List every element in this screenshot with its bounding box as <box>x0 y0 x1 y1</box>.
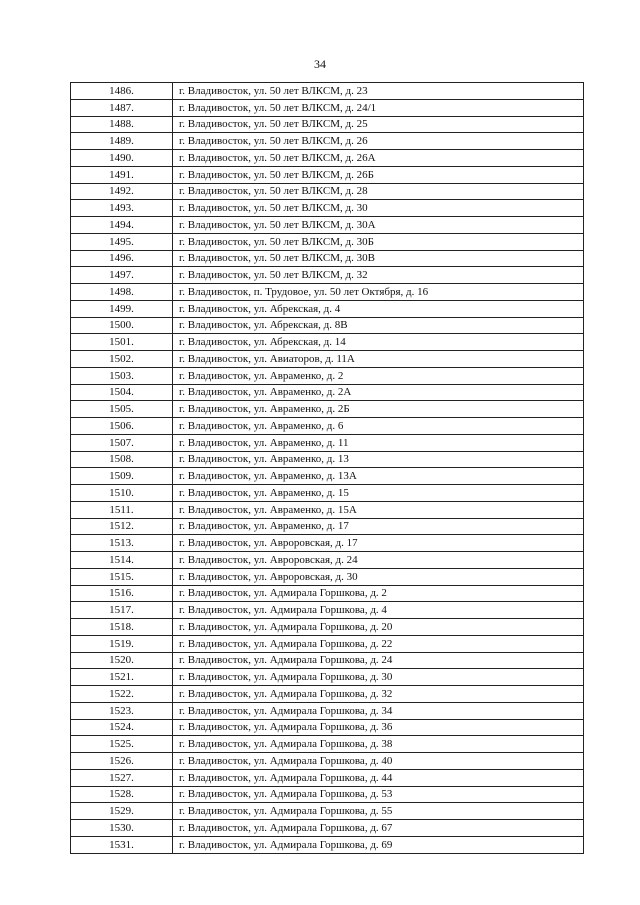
row-number: 1517. <box>71 602 173 619</box>
row-number: 1527. <box>71 769 173 786</box>
address-cell: г. Владивосток, ул. Адмирала Горшкова, д. 55 <box>173 803 584 820</box>
address-cell: г. Владивосток, ул. Авроровская, д. 17 <box>173 535 584 552</box>
row-number: 1488. <box>71 116 173 133</box>
row-number: 1523. <box>71 702 173 719</box>
address-cell: г. Владивосток, ул. 50 лет ВЛКСМ, д. 30 <box>173 200 584 217</box>
table-row <box>71 468 584 485</box>
row-number: 1513. <box>71 535 173 552</box>
table-row <box>71 99 584 116</box>
address-cell: г. Владивосток, ул. 50 лет ВЛКСМ, д. 25 <box>173 116 584 133</box>
table-row <box>71 83 584 100</box>
row-number: 1491. <box>71 166 173 183</box>
row-number: 1496. <box>71 250 173 267</box>
table-row <box>71 418 584 435</box>
address-cell: г. Владивосток, ул. Авиаторов, д. 11А <box>173 351 584 368</box>
address-cell: г. Владивосток, ул. Адмирала Горшкова, д. 40 <box>173 753 584 770</box>
table-row <box>71 669 584 686</box>
address-cell: г. Владивосток, ул. 50 лет ВЛКСМ, д. 30Б <box>173 233 584 250</box>
address-cell: г. Владивосток, ул. Абрекская, д. 14 <box>173 334 584 351</box>
row-number: 1512. <box>71 518 173 535</box>
table-row <box>71 719 584 736</box>
page-number: 34 <box>314 57 326 71</box>
address-cell: г. Владивосток, ул. 50 лет ВЛКСМ, д. 30В <box>173 250 584 267</box>
row-number: 1493. <box>71 200 173 217</box>
address-cell: г. Владивосток, ул. Авраменко, д. 2Б <box>173 401 584 418</box>
address-cell: г. Владивосток, ул. Адмирала Горшкова, д. 69 <box>173 836 584 853</box>
table-row <box>71 217 584 234</box>
table-row <box>71 317 584 334</box>
table-row <box>71 250 584 267</box>
address-cell: г. Владивосток, ул. 50 лет ВЛКСМ, д. 24/1 <box>173 99 584 116</box>
address-cell: г. Владивосток, ул. 50 лет ВЛКСМ, д. 26А <box>173 150 584 167</box>
address-cell: г. Владивосток, ул. Адмирала Горшкова, д. 20 <box>173 619 584 636</box>
row-number: 1510. <box>71 485 173 502</box>
table-row <box>71 150 584 167</box>
table-row <box>71 552 584 569</box>
table-row <box>71 367 584 384</box>
table-row <box>71 133 584 150</box>
address-cell: г. Владивосток, ул. 50 лет ВЛКСМ, д. 26Б <box>173 166 584 183</box>
row-number: 1489. <box>71 133 173 150</box>
table-row <box>71 200 584 217</box>
table-row <box>71 233 584 250</box>
address-cell: г. Владивосток, ул. 50 лет ВЛКСМ, д. 30А <box>173 217 584 234</box>
address-cell: г. Владивосток, ул. Авраменко, д. 13 <box>173 451 584 468</box>
address-cell: г. Владивосток, ул. Адмирала Горшкова, д. 4 <box>173 602 584 619</box>
row-number: 1526. <box>71 753 173 770</box>
address-cell: г. Владивосток, ул. Адмирала Горшкова, д. 32 <box>173 686 584 703</box>
row-number: 1497. <box>71 267 173 284</box>
row-number: 1504. <box>71 384 173 401</box>
table-row <box>71 284 584 301</box>
address-cell: г. Владивосток, ул. Адмирала Горшкова, д. 53 <box>173 786 584 803</box>
row-number: 1499. <box>71 300 173 317</box>
row-number: 1529. <box>71 803 173 820</box>
row-number: 1519. <box>71 635 173 652</box>
row-number: 1518. <box>71 619 173 636</box>
address-cell: г. Владивосток, ул. Адмирала Горшкова, д. 44 <box>173 769 584 786</box>
row-number: 1520. <box>71 652 173 669</box>
table-row <box>71 401 584 418</box>
table-row <box>71 434 584 451</box>
address-table <box>70 82 584 854</box>
table-row <box>71 116 584 133</box>
address-cell: г. Владивосток, ул. Адмирала Горшкова, д. 38 <box>173 736 584 753</box>
address-cell: г. Владивосток, ул. Авроровская, д. 24 <box>173 552 584 569</box>
table-row <box>71 351 584 368</box>
address-cell: г. Владивосток, ул. 50 лет ВЛКСМ, д. 23 <box>173 83 584 100</box>
table-row <box>71 183 584 200</box>
table-row <box>71 485 584 502</box>
row-number: 1521. <box>71 669 173 686</box>
row-number: 1492. <box>71 183 173 200</box>
table-row <box>71 769 584 786</box>
address-cell: г. Владивосток, ул. Авраменко, д. 15А <box>173 501 584 518</box>
address-cell: г. Владивосток, ул. 50 лет ВЛКСМ, д. 26 <box>173 133 584 150</box>
table-row <box>71 535 584 552</box>
address-cell: г. Владивосток, ул. Адмирала Горшкова, д. 22 <box>173 635 584 652</box>
table-row <box>71 518 584 535</box>
address-table-body <box>71 83 584 854</box>
table-row <box>71 585 584 602</box>
row-number: 1503. <box>71 367 173 384</box>
address-cell: г. Владивосток, ул. Авраменко, д. 2А <box>173 384 584 401</box>
address-cell: г. Владивосток, ул. Авраменко, д. 11 <box>173 434 584 451</box>
table-row <box>71 702 584 719</box>
address-cell: г. Владивосток, ул. Адмирала Горшкова, д. 30 <box>173 669 584 686</box>
row-number: 1525. <box>71 736 173 753</box>
address-cell: г. Владивосток, ул. Авраменко, д. 17 <box>173 518 584 535</box>
row-number: 1490. <box>71 150 173 167</box>
row-number: 1502. <box>71 351 173 368</box>
row-number: 1530. <box>71 820 173 837</box>
table-row <box>71 334 584 351</box>
table-row <box>71 501 584 518</box>
table-row <box>71 267 584 284</box>
table-row <box>71 652 584 669</box>
row-number: 1511. <box>71 501 173 518</box>
address-cell: г. Владивосток, ул. Авраменко, д. 2 <box>173 367 584 384</box>
table-row <box>71 166 584 183</box>
row-number: 1498. <box>71 284 173 301</box>
row-number: 1501. <box>71 334 173 351</box>
address-cell: г. Владивосток, ул. Адмирала Горшкова, д. 34 <box>173 702 584 719</box>
address-cell: г. Владивосток, ул. Абрекская, д. 4 <box>173 300 584 317</box>
address-cell: г. Владивосток, ул. Авроровская, д. 30 <box>173 568 584 585</box>
table-row <box>71 619 584 636</box>
address-cell: г. Владивосток, ул. Абрекская, д. 8В <box>173 317 584 334</box>
table-row <box>71 451 584 468</box>
row-number: 1505. <box>71 401 173 418</box>
address-cell: г. Владивосток, ул. 50 лет ВЛКСМ, д. 28 <box>173 183 584 200</box>
address-cell: г. Владивосток, ул. Авраменко, д. 13А <box>173 468 584 485</box>
address-cell: г. Владивосток, ул. Адмирала Горшкова, д. 36 <box>173 719 584 736</box>
table-row <box>71 753 584 770</box>
table-row <box>71 836 584 853</box>
table-row <box>71 635 584 652</box>
address-cell: г. Владивосток, ул. 50 лет ВЛКСМ, д. 32 <box>173 267 584 284</box>
address-cell: г. Владивосток, ул. Адмирала Горшкова, д. 67 <box>173 820 584 837</box>
address-cell: г. Владивосток, ул. Адмирала Горшкова, д. 2 <box>173 585 584 602</box>
row-number: 1487. <box>71 99 173 116</box>
row-number: 1494. <box>71 217 173 234</box>
row-number: 1495. <box>71 233 173 250</box>
row-number: 1507. <box>71 434 173 451</box>
row-number: 1486. <box>71 83 173 100</box>
address-cell: г. Владивосток, ул. Авраменко, д. 6 <box>173 418 584 435</box>
table-row <box>71 786 584 803</box>
table-row <box>71 736 584 753</box>
address-cell: г. Владивосток, ул. Авраменко, д. 15 <box>173 485 584 502</box>
row-number: 1524. <box>71 719 173 736</box>
table-row <box>71 300 584 317</box>
row-number: 1531. <box>71 836 173 853</box>
row-number: 1500. <box>71 317 173 334</box>
row-number: 1522. <box>71 686 173 703</box>
row-number: 1514. <box>71 552 173 569</box>
row-number: 1508. <box>71 451 173 468</box>
row-number: 1515. <box>71 568 173 585</box>
row-number: 1506. <box>71 418 173 435</box>
table-row <box>71 686 584 703</box>
table-row <box>71 803 584 820</box>
row-number: 1516. <box>71 585 173 602</box>
table-row <box>71 384 584 401</box>
address-cell: г. Владивосток, п. Трудовое, ул. 50 лет Октября, д. 16 <box>173 284 584 301</box>
address-cell: г. Владивосток, ул. Адмирала Горшкова, д. 24 <box>173 652 584 669</box>
row-number: 1509. <box>71 468 173 485</box>
table-row <box>71 568 584 585</box>
row-number: 1528. <box>71 786 173 803</box>
table-row <box>71 820 584 837</box>
table-row <box>71 602 584 619</box>
